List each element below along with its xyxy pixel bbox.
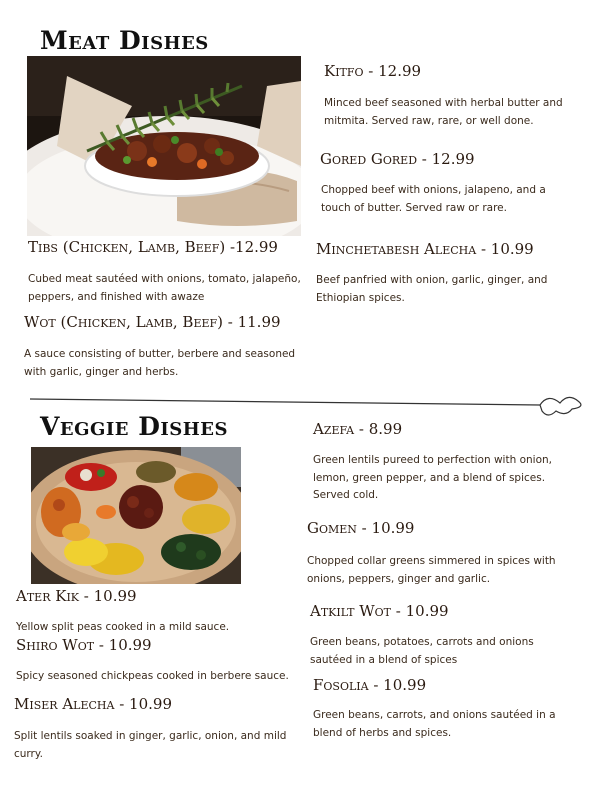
dish-name-ater-kik: Ater Kik - 10.99 <box>16 587 137 605</box>
dish-desc-miser-alecha: Split lentils soaked in ginger, garlic, onion, and mild curry. <box>14 730 287 760</box>
meat-dish-photo <box>27 56 301 236</box>
dish-desc-azefa: Green lentils pureed to perfection with onion, lemon, green pepper, and a blend of spices. Served cold. <box>313 454 552 501</box>
dish-name-kitfo: Kitfo - 12.99 <box>324 62 422 80</box>
veggie-section-title: Veggie Dishes <box>40 412 229 441</box>
dish-name-miser-alecha: Miser Alecha - 10.99 <box>14 695 172 713</box>
dish-name-gomen: Gomen - 10.99 <box>307 519 415 537</box>
dish-name-azefa: Azefa - 8.99 <box>313 420 403 438</box>
dish-name-fosolia: Fosolia - 10.99 <box>313 676 427 694</box>
dish-desc-kitfo: Minced beef seasoned with herbal butter and mitmita. Served raw, rare, or well done. <box>324 97 563 127</box>
dish-name-tibs: Tibs (Chicken, Lamb, Beef) -12.99 <box>28 238 278 256</box>
dish-desc-gomen: Chopped collar greens simmered in spices with onions, peppers, ginger and garlic. <box>307 555 556 585</box>
dish-desc-ater-kik: Yellow split peas cooked in a mild sauce. <box>16 621 230 633</box>
dish-name-gored-gored: Gored Gored - 12.99 <box>320 150 475 168</box>
dish-desc-minchetabesh-alecha: Beef panfried with onion, garlic, ginger, and Ethiopian spices. <box>316 274 548 304</box>
dish-desc-wot: A sauce consisting of butter, berbere and seasoned with garlic, ginger and herbs. <box>24 348 296 378</box>
dish-desc-fosolia: Green beans, carrots, and onions sautéed in a blend of herbs and spices. <box>313 709 556 739</box>
meat-section-title: Meat Dishes <box>40 26 209 55</box>
dish-desc-shiro-wot: Spicy seasoned chickpeas cooked in berbere sauce. <box>16 670 289 682</box>
dish-name-shiro-wot: Shiro Wot - 10.99 <box>16 636 152 654</box>
dish-name-atkilt-wot: Atkilt Wot - 10.99 <box>310 602 449 620</box>
veggie-platter-photo <box>31 447 241 584</box>
dish-name-minchetabesh-alecha: Minchetabesh Alecha - 10.99 <box>316 240 534 258</box>
dish-desc-tibs: Cubed meat sautéed with onions, tomato, jalapeño, peppers, and finished with awaze <box>28 273 301 303</box>
dish-desc-gored-gored: Chopped beef with onions, jalapeno, and a touch of butter. Served raw or rare. <box>321 184 546 214</box>
dish-name-wot: Wot (Chicken, Lamb, Beef) - 11.99 <box>24 313 281 331</box>
dish-desc-atkilt-wot: Green beans, potatoes, carrots and onions sautéed in a blend of spices <box>310 636 534 666</box>
